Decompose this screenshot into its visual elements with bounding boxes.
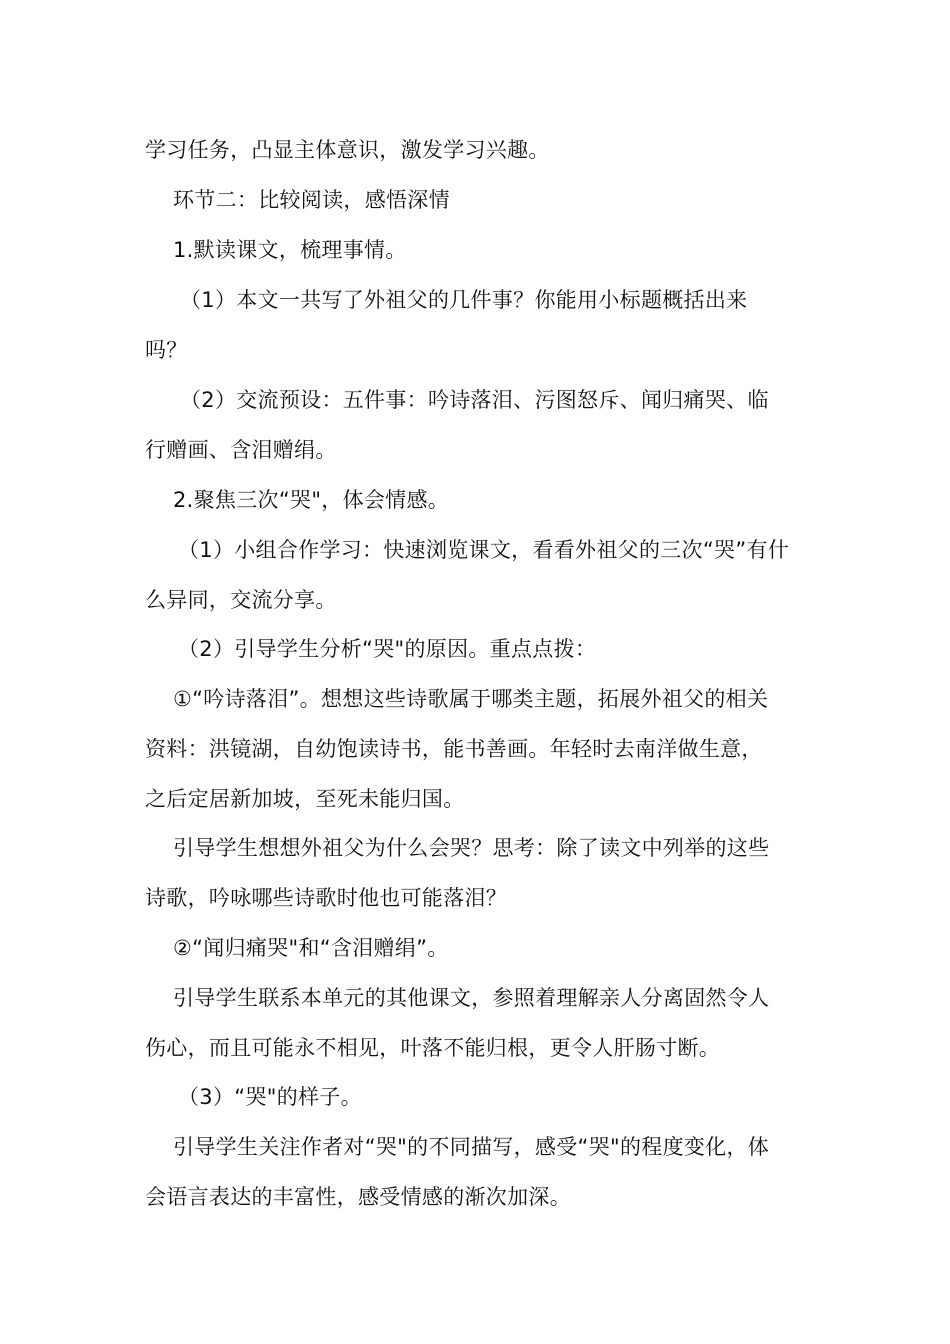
section-heading: 环节二：比较阅读，感悟深情 — [173, 188, 450, 212]
text-line: 吗？ — [145, 338, 188, 362]
text-line: 引导学生联系本单元的其他课文，参照着理解亲人分离固然令人 — [173, 986, 770, 1010]
text-line: （3）“哭"的样子。 — [178, 1085, 362, 1109]
text-line: 引导学生想想外祖父为什么会哭？思考：除了读文中列举的这些 — [173, 836, 770, 860]
step-heading: 2.聚焦三次“哭"，体会情感。 — [173, 488, 450, 512]
text-line: 学习任务，凸显主体意识，激发学习兴趣。 — [145, 138, 550, 162]
text-line: （2）引导学生分析“哭"的原因。重点点拨： — [178, 637, 597, 661]
text-line: 引导学生关注作者对“哭"的不同描写，感受“哭"的程度变化，体 — [173, 1135, 770, 1159]
text-line: 诗歌，吟咏哪些诗歌时他也可能落泪？ — [145, 886, 508, 910]
step-heading: 1.默读课文，梳理事情。 — [173, 238, 407, 262]
text-line: 行赠画、含泪赠绢。 — [145, 438, 337, 462]
text-line: 资料：洪镜湖，自幼饱读诗书，能书善画。年轻时去南洋做生意， — [145, 737, 763, 761]
text-line: （1）小组合作学习：快速浏览课文，看看外祖父的三次“哭”有什 — [178, 538, 790, 562]
text-line: 么异同，交流分享。 — [145, 588, 337, 612]
text-line: （1）本文一共写了外祖父的几件事？你能用小标题概括出来 — [180, 288, 748, 312]
text-line: ①“吟诗落泪”。想想这些诗歌属于哪类主题，拓展外祖父的相关 — [173, 687, 769, 711]
text-line: （2）交流预设：五件事：吟诗落泪、污图怒斥、闻归痛哭、临 — [180, 388, 769, 412]
text-line: 之后定居新加坡，至死未能归国。 — [145, 787, 465, 811]
text-line: ②“闻归痛哭"和“含泪赠绢”。 — [173, 936, 449, 960]
text-line: 伤心，而且可能永不相见，叶落不能归根，更令人肝肠寸断。 — [145, 1036, 721, 1060]
text-line: 会语言表达的丰富性，感受情感的渐次加深。 — [145, 1185, 571, 1209]
